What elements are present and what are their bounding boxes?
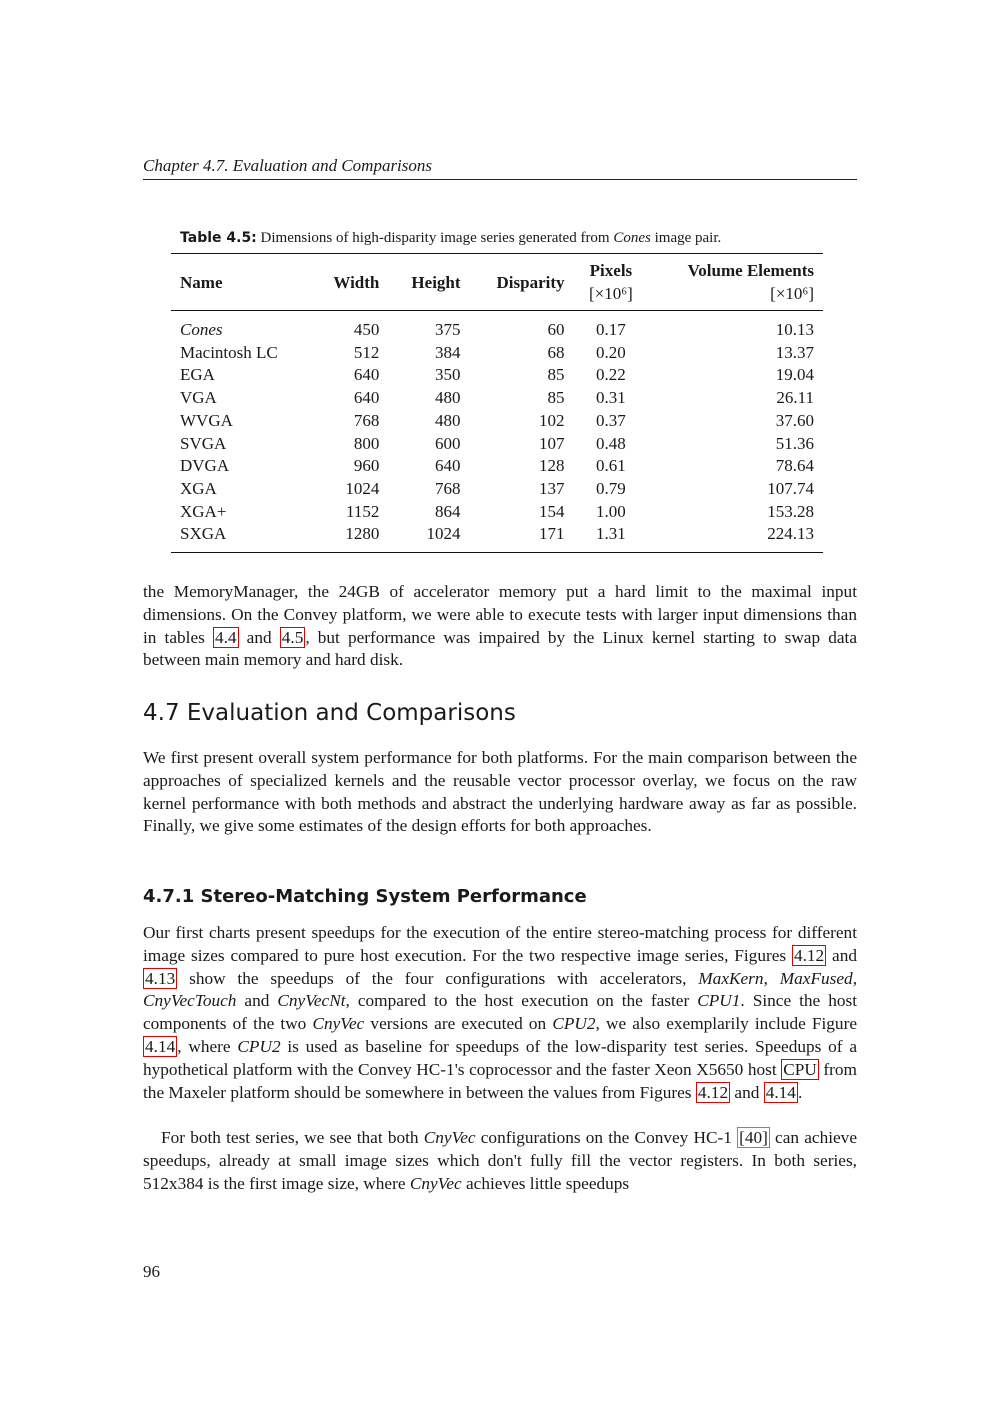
text-run: can achieve speedups, already at small image sizes which don't fully fill the vector registers. In both series, 512x384 is the first image size, where bbox=[143, 1128, 857, 1193]
italic-term: CnyVec bbox=[409, 1173, 462, 1193]
cell-volume: 78.64 bbox=[775, 456, 814, 476]
table-header-row bbox=[171, 254, 823, 311]
italic-term: CnyVec bbox=[423, 1128, 476, 1147]
table-body bbox=[171, 311, 823, 553]
italic-term: CPU2 bbox=[552, 1014, 596, 1034]
cell-disparity: 154 bbox=[539, 501, 565, 521]
cell-volume: 13.37 bbox=[775, 342, 814, 362]
col-pixels-header bbox=[574, 254, 649, 311]
italic-term: MaxKern bbox=[698, 968, 764, 988]
col-height-header: Height bbox=[411, 272, 461, 292]
cell-pixels: 1.00 bbox=[596, 501, 626, 521]
paragraph-intro: We first present overall system performance for both platforms. For the main comparison between the approaches of specialized kernels and the reusable vector processor overlay, we focus on the raw kernel performance with both methods and abstract the underlying hardware away as far as possible. Finally, we give some estimates of the design efforts for both approaches. bbox=[143, 748, 857, 836]
table-row bbox=[171, 364, 823, 387]
cell-name: DVGA bbox=[180, 456, 230, 476]
cell-volume: 37.60 bbox=[775, 410, 814, 430]
cell-disparity: 171 bbox=[539, 524, 565, 544]
cell-height: 768 bbox=[435, 478, 461, 498]
running-head: Chapter 4.7. Evaluation and Comparisons bbox=[143, 156, 857, 180]
table-row bbox=[171, 410, 823, 433]
table-row bbox=[171, 523, 823, 552]
cell-pixels: 0.61 bbox=[596, 456, 626, 476]
table-row bbox=[171, 387, 823, 410]
cell-width: 640 bbox=[353, 365, 380, 385]
text-run: is used as baseline for speedups of the low-disparity test series. Speedups of a hypothetical platform with the Convey HC-1's coprocessor and the faster Xeon X5650 host bbox=[143, 1036, 857, 1079]
cell-height: 384 bbox=[435, 342, 461, 362]
cell-volume: 224.13 bbox=[767, 524, 814, 544]
italic-term: MaxFused bbox=[779, 968, 853, 988]
cell-pixels: 1.31 bbox=[596, 524, 626, 544]
cell-height: 640 bbox=[435, 456, 461, 476]
italic-term: CnyVecTouch bbox=[143, 991, 237, 1011]
cell-pixels: 0.48 bbox=[596, 433, 626, 453]
cell-height: 480 bbox=[435, 388, 461, 408]
cell-height: 600 bbox=[435, 433, 461, 453]
cell-volume: 26.11 bbox=[776, 388, 814, 408]
table-row bbox=[171, 478, 823, 501]
text-run: , bbox=[852, 968, 858, 988]
text-run: achieves little speedups bbox=[461, 1173, 630, 1193]
cell-name: Cones bbox=[180, 320, 223, 339]
cell-height: 864 bbox=[435, 501, 461, 521]
volume-header-unit: [×10⁶] bbox=[770, 284, 814, 303]
text-run: configurations on the Convey HC-1 bbox=[475, 1128, 738, 1147]
cell-height: 1024 bbox=[426, 524, 461, 544]
cell-name: WVGA bbox=[180, 410, 233, 430]
cell-disparity: 60 bbox=[547, 320, 565, 339]
paragraph-test-series bbox=[143, 1127, 857, 1195]
cell-pixels: 0.22 bbox=[596, 365, 626, 385]
figure-ref-link[interactable]: 4.13 bbox=[145, 968, 176, 988]
acronym-link[interactable]: CPU bbox=[783, 1059, 817, 1079]
figure-ref-link[interactable]: 4.14 bbox=[765, 1082, 796, 1102]
cell-name: SVGA bbox=[180, 433, 227, 453]
text-run: from the Maxeler platform should be somewhere in between the values from Figures bbox=[143, 1059, 857, 1102]
cell-pixels: 0.37 bbox=[596, 410, 626, 430]
text-run: and bbox=[826, 945, 857, 965]
page-number: 96 bbox=[143, 1262, 160, 1281]
table-row bbox=[171, 311, 823, 342]
table-caption-italic: Cones bbox=[613, 230, 651, 246]
cell-pixels: 0.79 bbox=[596, 478, 626, 498]
text-run: the MemoryManager, the 24GB of accelerator memory put a hard limit to the maximal input dimensions. On the Convey platform, we were able to execute tests with larger input dimensions than in tables bbox=[143, 582, 857, 647]
table-row bbox=[171, 433, 823, 456]
cell-name: VGA bbox=[180, 388, 217, 408]
text-run: , but performance was impaired by the Linux kernel starting to swap data between main memory and hard disk. bbox=[143, 627, 857, 670]
paragraph-speedups bbox=[143, 922, 857, 1104]
text-run: , compared to the host execution on the faster bbox=[345, 991, 698, 1011]
text-run: and bbox=[238, 627, 280, 647]
cell-height: 480 bbox=[435, 410, 461, 430]
cell-volume: 153.28 bbox=[767, 501, 814, 521]
cell-width: 800 bbox=[353, 433, 380, 453]
cell-name: SXGA bbox=[180, 524, 227, 544]
cell-width: 768 bbox=[353, 410, 380, 430]
paragraph-memory bbox=[143, 581, 857, 672]
italic-term: CnyVecNt bbox=[277, 991, 346, 1011]
cell-disparity: 102 bbox=[539, 410, 565, 430]
table-ref-link[interactable]: 4.4 bbox=[214, 627, 237, 647]
italic-term: CPU1 bbox=[697, 991, 741, 1011]
col-width-header: Width bbox=[333, 272, 380, 292]
table-caption-tail: image pair. bbox=[654, 230, 722, 246]
text-run: . bbox=[797, 1082, 803, 1102]
cell-disparity: 128 bbox=[539, 456, 565, 476]
figure-ref-link[interactable]: 4.12 bbox=[793, 945, 825, 965]
cell-pixels: 0.31 bbox=[596, 388, 626, 408]
figure-ref-link[interactable]: 4.12 bbox=[697, 1082, 729, 1102]
cell-volume: 107.74 bbox=[767, 478, 814, 498]
italic-term: CnyVec bbox=[312, 1014, 365, 1034]
cell-disparity: 85 bbox=[547, 388, 565, 408]
dimensions-table bbox=[171, 253, 823, 553]
cell-name: XGA+ bbox=[180, 501, 227, 521]
text-run: . Since the host components of the two bbox=[143, 991, 858, 1034]
cell-width: 450 bbox=[353, 320, 380, 339]
text-run: show the speedups of the four configurations with accelerators, bbox=[177, 968, 699, 988]
text-run: and bbox=[730, 1082, 764, 1102]
cell-disparity: 68 bbox=[547, 342, 565, 362]
cell-disparity: 137 bbox=[539, 478, 565, 498]
section-title: 4.7 Evaluation and Comparisons bbox=[143, 700, 516, 726]
cell-width: 1024 bbox=[345, 478, 380, 498]
cell-height: 375 bbox=[435, 320, 461, 339]
cell-volume: 19.04 bbox=[775, 365, 814, 385]
text-run: versions are executed on bbox=[364, 1014, 553, 1034]
cell-name: EGA bbox=[180, 365, 215, 385]
cell-disparity: 107 bbox=[539, 433, 565, 453]
col-disparity-header: Disparity bbox=[496, 272, 565, 292]
table-caption bbox=[180, 230, 840, 247]
cell-volume: 51.36 bbox=[775, 433, 814, 453]
cell-width: 1152 bbox=[346, 501, 380, 521]
subsection-title: 4.7.1 Stereo-Matching System Performance bbox=[143, 886, 587, 907]
italic-term: CPU2 bbox=[237, 1036, 281, 1056]
table-row bbox=[171, 455, 823, 478]
cell-width: 512 bbox=[353, 342, 380, 362]
cell-name: XGA bbox=[180, 478, 217, 498]
text-run: and bbox=[236, 991, 278, 1011]
table-caption-label: Table 4.5: bbox=[180, 230, 257, 246]
text-run: , bbox=[763, 968, 780, 988]
volume-header-label: Volume Elements bbox=[687, 261, 814, 280]
cell-height: 350 bbox=[435, 365, 461, 385]
cell-width: 960 bbox=[353, 456, 380, 476]
text-run: , where bbox=[177, 1036, 238, 1056]
text-run: For both test series, we see that both bbox=[161, 1128, 424, 1147]
cell-name: Macintosh LC bbox=[180, 342, 278, 362]
text-run: , we also exemplarily include Figure bbox=[595, 1014, 857, 1034]
table-ref-link[interactable]: 4.5 bbox=[281, 627, 304, 647]
col-name-header: Name bbox=[180, 272, 223, 292]
cell-width: 640 bbox=[353, 388, 380, 408]
table-row bbox=[171, 501, 823, 524]
text-run: Our first charts present speedups for the execution of the entire stereo-matching process for different image sizes compared to pure host execution. For the two respective image series, Figures bbox=[143, 923, 857, 965]
citation-link[interactable]: [40] bbox=[739, 1128, 768, 1147]
cell-width: 1280 bbox=[345, 524, 380, 544]
cell-pixels: 0.20 bbox=[596, 342, 626, 362]
cell-volume: 10.13 bbox=[775, 320, 814, 339]
pixels-header-unit: [×10⁶] bbox=[589, 284, 633, 303]
figure-ref-link[interactable]: 4.14 bbox=[145, 1036, 176, 1056]
cell-disparity: 85 bbox=[547, 365, 565, 385]
pixels-header-label: Pixels bbox=[589, 261, 633, 280]
table-caption-text: Dimensions of high-disparity image series generated from bbox=[260, 230, 610, 246]
col-volume-header bbox=[648, 254, 823, 311]
table-row bbox=[171, 342, 823, 365]
cell-pixels: 0.17 bbox=[596, 320, 626, 339]
